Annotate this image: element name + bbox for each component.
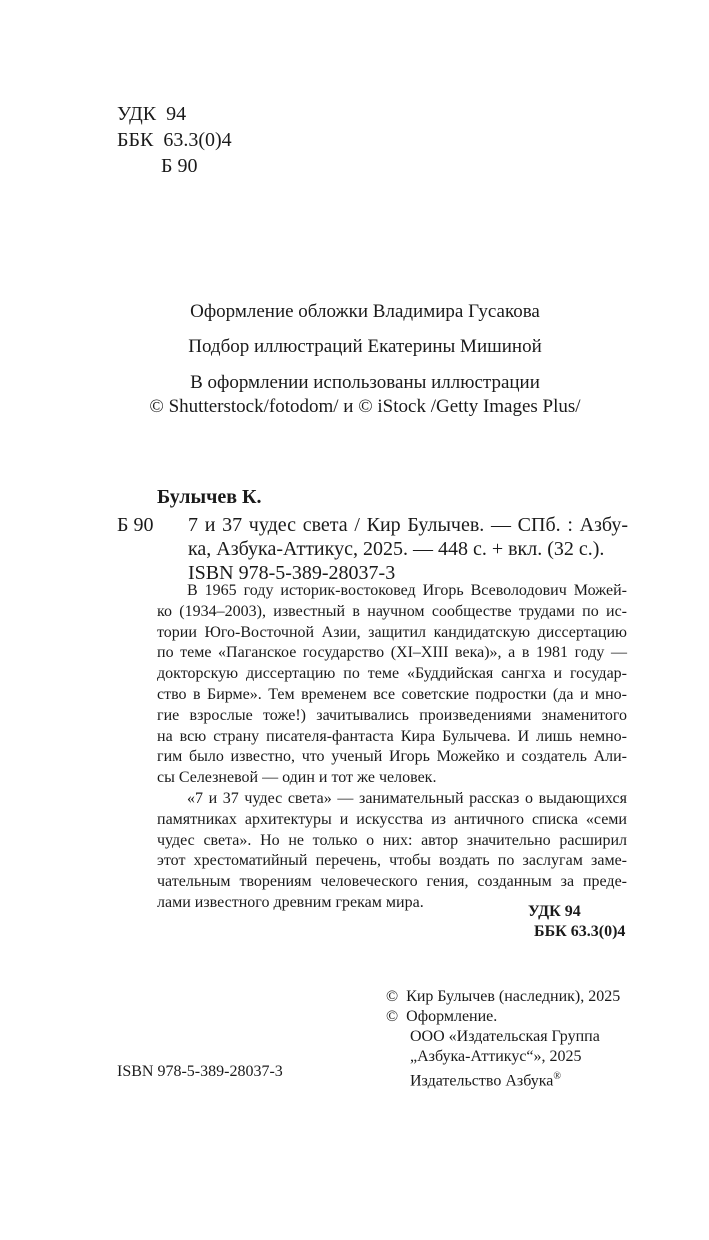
text-line: ко (1934–2003), известный в научном сообществе трудами по ис- [157,602,627,620]
text-line: «7 и 37 чудес света» — занимательный рассказ о выдающихся [187,789,627,807]
copyright-block [386,987,636,1091]
text-line: ство в Бирме». Тем временем все советские подростки (да и мно- [157,685,627,703]
text-line: докторскую диссертацию по теме «Буддийская сангха и государ- [157,665,627,683]
author-heading: Булычев К. [157,486,262,508]
udk-bottom: УДК 94 [528,903,581,920]
text-line: тории Юго-Восточной Азии, защитил кандидатскую диссертацию [157,623,627,641]
text-line: гим было известно, что ученый Игорь Можейко и создатель Али- [157,748,627,766]
copyright-symbol: © [386,988,399,1005]
text-line: гие взрослые тоже!) зачитывались произведениями знаменитого [157,706,627,724]
copyright-design-line [386,1007,636,1027]
author-sign: Б 90 [117,514,154,536]
publisher-line [386,1067,636,1091]
text-line: лами известного древним грекам мира. [157,893,424,911]
text-line: сы Селезневой — один и тот же человек. [157,769,437,787]
text-line: В 1965 году историк-востоковед Игорь Всеволодович Можей- [187,582,627,599]
copyright-author: Кир Булычев (наследник), 2025 [406,988,621,1005]
description-line: ка, Азбука-Аттикус, 2025. — 448 с. + вкл. (32 с.). [188,538,605,560]
footer-isbn: ISBN 978-5-389-28037-3 [117,1063,283,1080]
bbk-label: ББК [117,129,154,151]
bibliographic-description [188,513,628,585]
text-line: чудес света». Но не только о них: автор значительно расширил [157,831,627,849]
classification-block-bottom [528,902,625,942]
bbk-value: 63.3(0)4 [163,129,232,151]
copyright-symbol: © [386,1008,399,1025]
author-sign-top: Б 90 [161,155,198,177]
text-line: этот хрестоматийный перечень, чтобы воздать по заслугам заме- [157,852,627,870]
udk-label: УДК [117,103,157,125]
publisher-name: Издательство Азбука [410,1072,554,1090]
illustrations-note-line1: В оформлении использованы иллюстрации [190,372,540,393]
publisher-line: „Азбука-Аттикус“», 2025 [410,1048,582,1065]
text-line: памятниках архитектуры и искусства из античного списка «семи [157,810,627,828]
isbn-entry: ISBN 978-5-389-28037-3 [188,562,396,584]
cover-design-credit: Оформление обложки Владимира Гусакова [190,301,540,322]
bbk-bottom: ББК 63.3(0)4 [534,923,626,940]
text-line: чательным творениям человеческого гения, созданным за преде- [157,873,627,891]
illustrations-note-line2: © Shutterstock/fotodom/ и © iStock /Getty Images Plus/ [149,396,581,417]
copyright-design: Оформление. [406,1008,498,1025]
registered-mark: ® [553,1071,561,1082]
text-line: по теме «Паганское государство (XI–XIII века)», а в 1981 году — [157,644,627,662]
illustrations-credit: Подбор иллюстраций Екатерины Мишиной [188,336,542,357]
annotation-paragraph-2 [157,789,627,914]
annotation [157,581,627,914]
publisher-line: ООО «Издательская Группа [410,1028,600,1045]
description-line: 7 и 37 чудес света / Кир Булычев. — СПб. : Азбу- [188,514,628,536]
udk-line [117,101,232,127]
classification-block-top [117,101,232,179]
bbk-line [117,127,232,153]
text-line: на всю страну писателя-фантаста Кира Булычева. И лишь немно- [157,727,627,745]
copyright-author-line [386,987,636,1007]
udk-value: 94 [166,103,187,125]
annotation-paragraph-1 [157,581,627,789]
